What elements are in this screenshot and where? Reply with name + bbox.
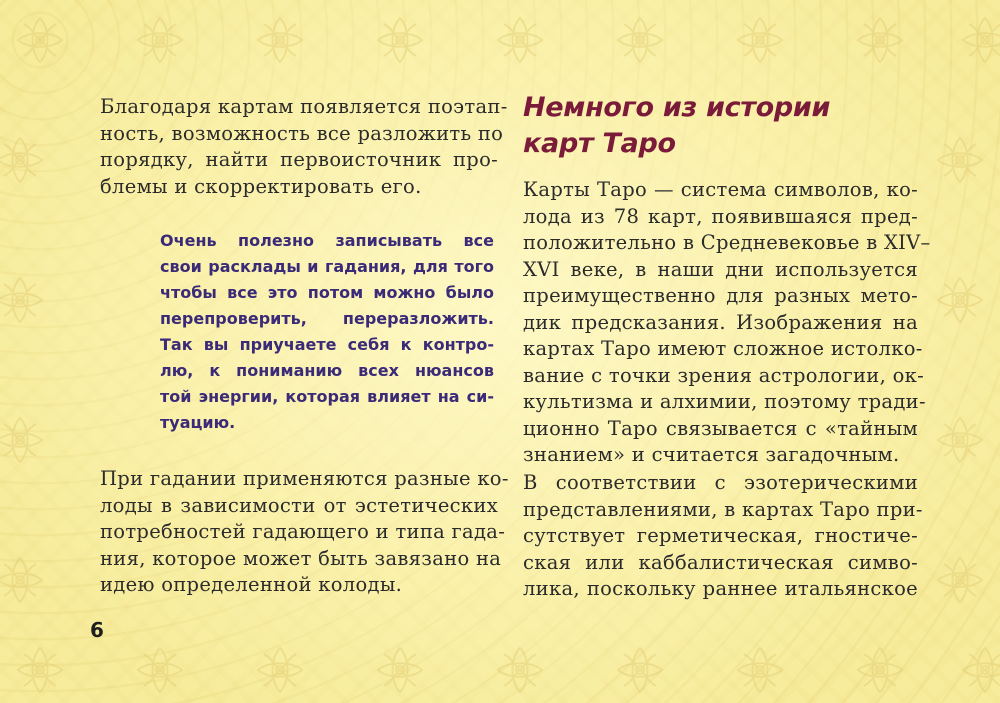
- text-line: порядку, найти первоисточник про-: [100, 148, 498, 171]
- text-line: положительно в Средневековье в XIV–: [523, 231, 931, 254]
- right-first-paragraph: [523, 177, 931, 469]
- text-line: картах Таро имеют сложное истолко-: [523, 337, 923, 360]
- page-number: 6: [90, 618, 104, 642]
- text-line: При гадании применяются разные ко-: [100, 467, 509, 490]
- callout-line: Так вы приучаете себя к контро-: [160, 335, 494, 354]
- text-line: лика, поскольку раннее итальянское: [523, 577, 918, 600]
- right-second-paragraph: [523, 470, 923, 603]
- callout-line: перепроверить, переразложить.: [160, 309, 494, 328]
- text-line: лоды в зависимости от эстетических: [100, 493, 498, 517]
- text-line: ционно Таро связывается с «тайным: [523, 416, 918, 440]
- heading-line: карт Таро: [523, 128, 676, 159]
- text-line: сутствует герметическая, гностиче-: [523, 524, 918, 547]
- text-line: знанием» и считается загадочным.: [523, 443, 900, 466]
- text-line: Карты Таро — система символов, ко-: [523, 178, 918, 201]
- text-line: идею определенной колоды.: [100, 573, 403, 596]
- section-heading: [523, 90, 830, 162]
- text-line: вание с точки зрения астрологии, ок-: [523, 363, 925, 387]
- text-line: преимущественно для разных мето-: [523, 284, 918, 307]
- text-line: культизма и алхимии, поэтому тради-: [523, 390, 926, 413]
- text-line: лода из 78 карт, появившаяся пред-: [523, 204, 918, 228]
- text-line: Благодаря картам появляется поэтап-: [100, 95, 508, 118]
- callout-note: [160, 228, 494, 436]
- callout-line: Очень полезно записывать все: [160, 231, 494, 250]
- text-line: блемы и скорректировать его.: [100, 174, 422, 198]
- left-second-paragraph: [100, 466, 509, 599]
- left-intro-paragraph: [100, 94, 508, 200]
- callout-line: чтобы все это потом можно было: [160, 283, 494, 302]
- text-line: представлениями, в картах Таро при-: [523, 497, 923, 521]
- text-line: В соответствии с эзотерическими: [523, 471, 918, 494]
- text-line: ская или каббалистическая симво-: [523, 550, 918, 574]
- text-line: ность, возможность все разложить по: [100, 121, 504, 145]
- text-line: потребностей гадающего и типа гада-: [100, 520, 506, 543]
- heading-line: Немного из истории: [523, 92, 831, 123]
- callout-line: свои расклады и гадания, для того: [160, 257, 494, 276]
- text-line: ния, которое может быть завязано на: [100, 546, 502, 570]
- callout-line: лю, к пониманию всех нюансов: [160, 361, 494, 380]
- callout-line: той энергии, которая влияет на си-: [160, 387, 494, 406]
- text-line: XVI веке, в наши дни используется: [523, 257, 918, 281]
- callout-line: туацию.: [160, 413, 236, 432]
- text-line: дик предсказания. Изображения на: [523, 310, 918, 334]
